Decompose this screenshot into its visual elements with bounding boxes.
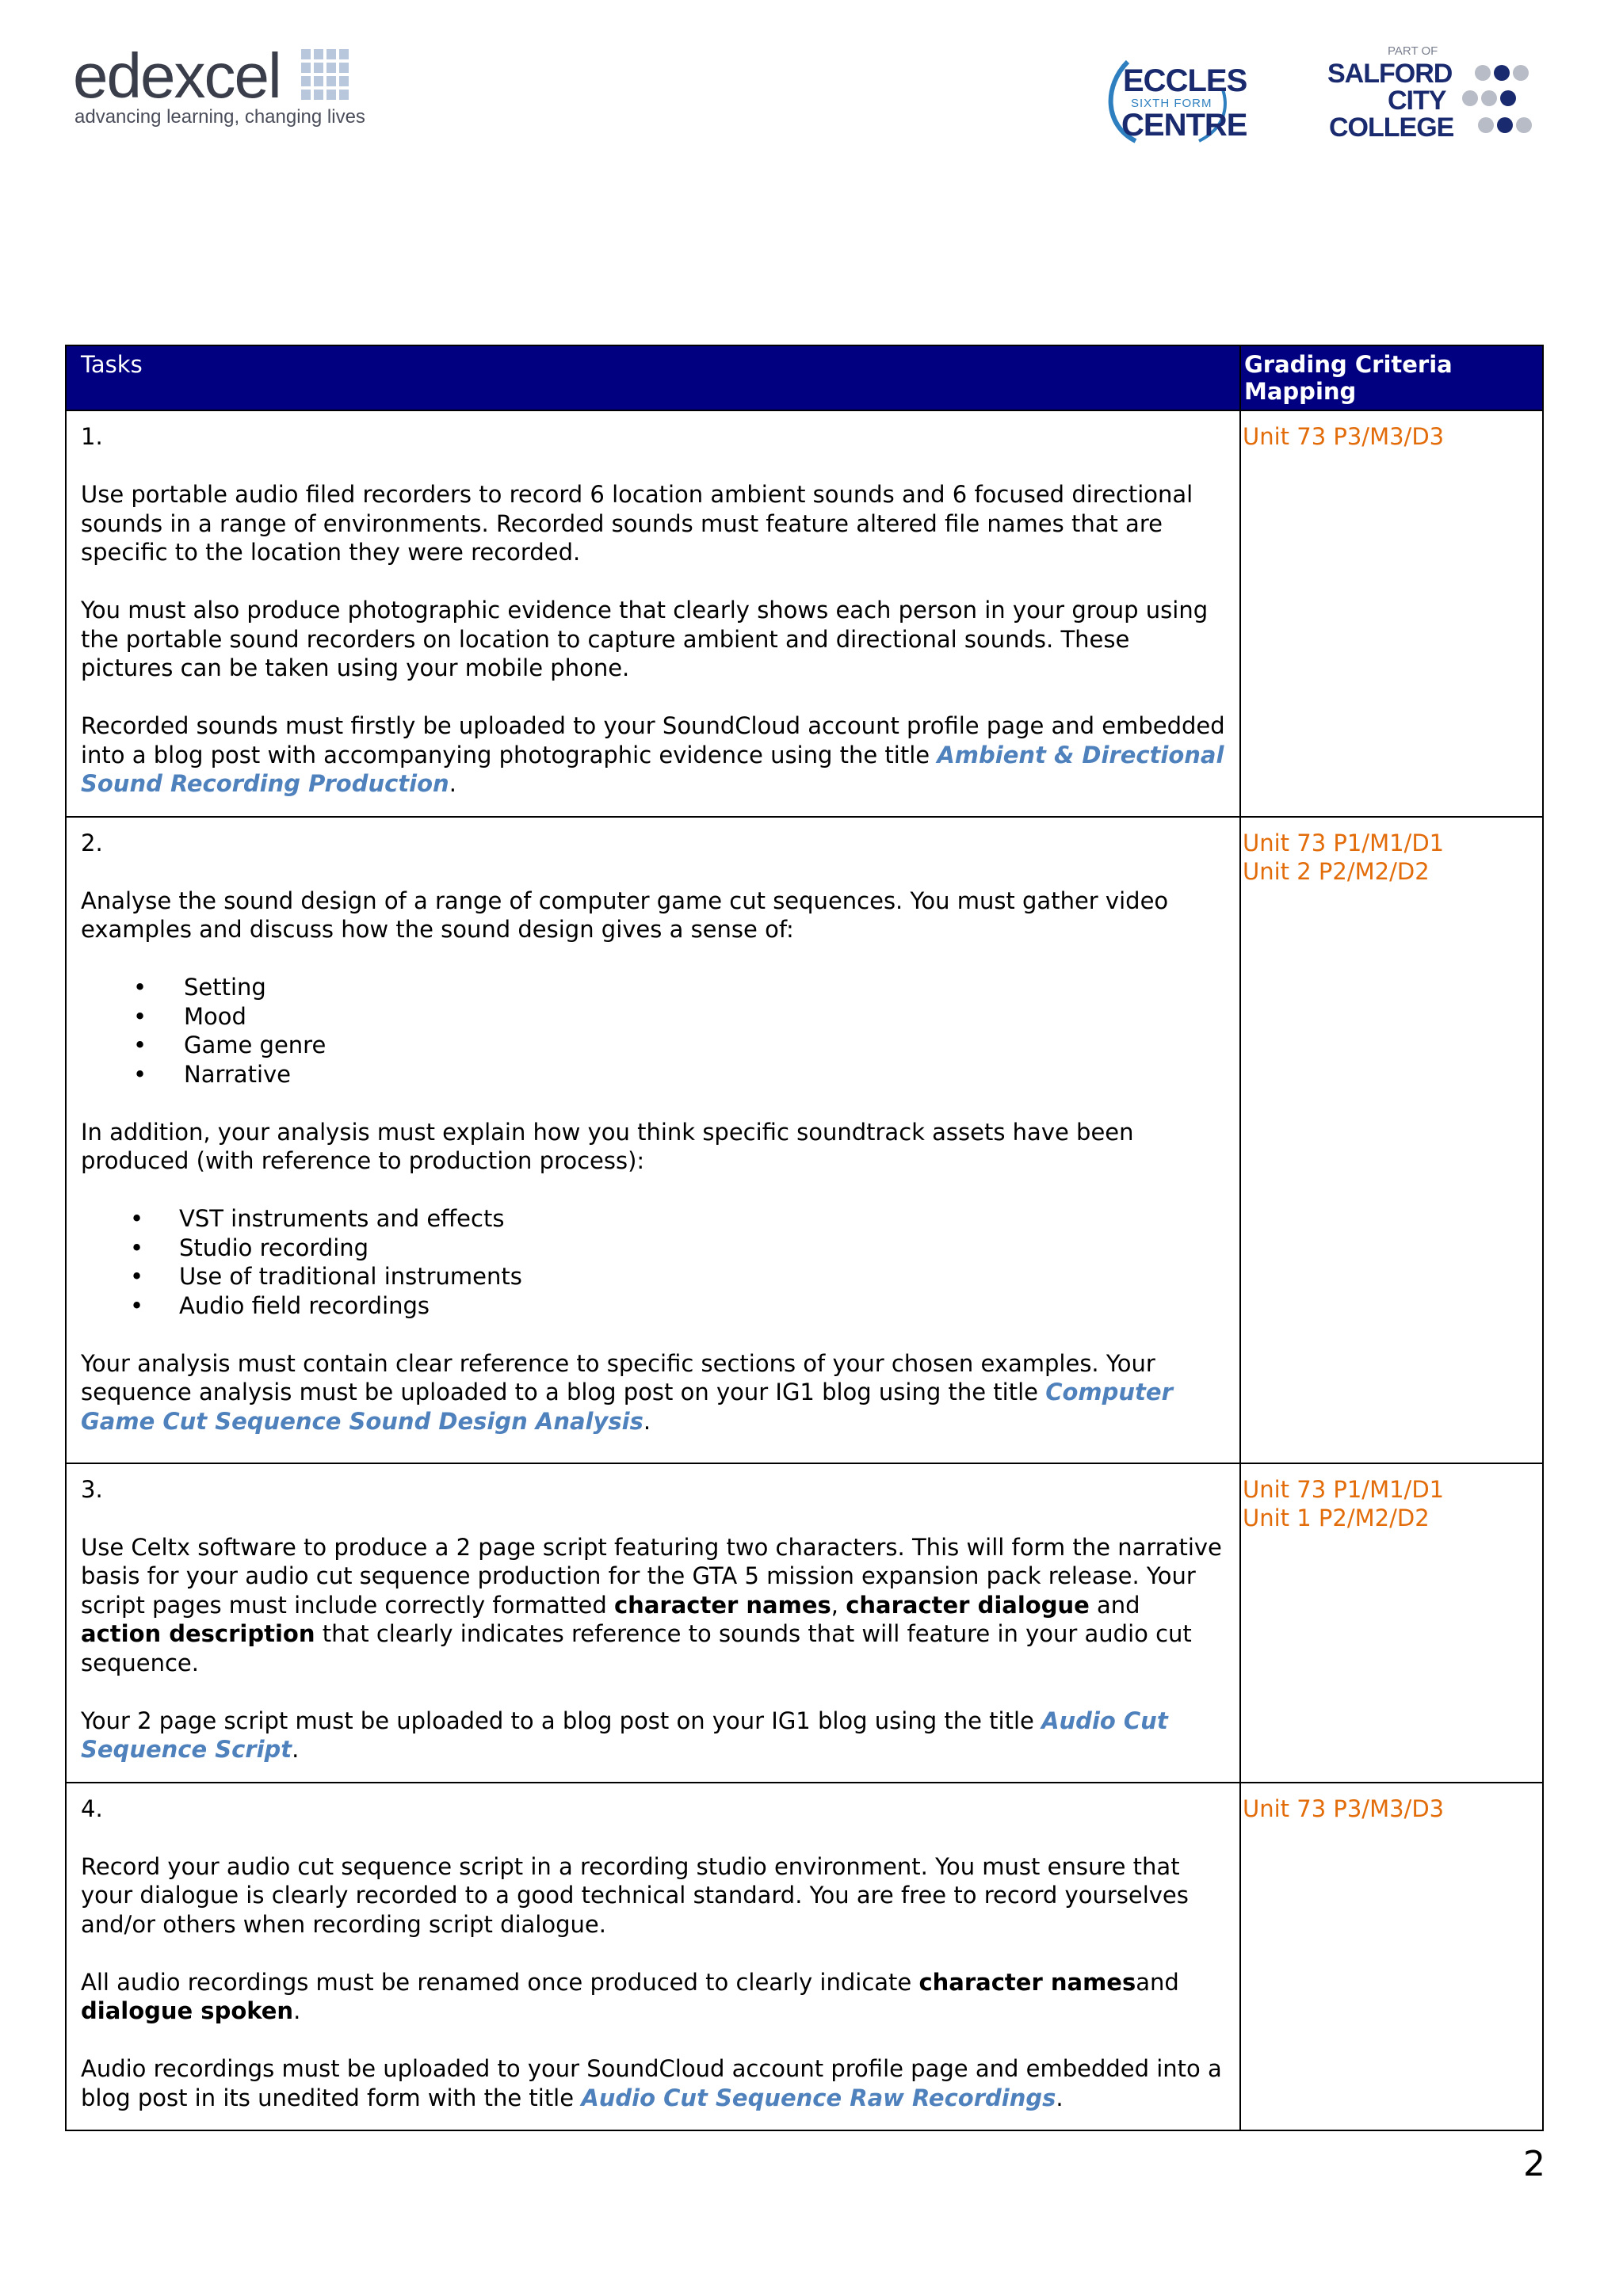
task-paragraph: In addition, your analysis must explain how you think specific soundtrack assets have been produced (with reference to production process): <box>81 1118 1134 1174</box>
text-run: and <box>1136 1968 1179 1996</box>
text-run: . <box>449 770 456 797</box>
tasks-table <box>65 345 1544 2131</box>
table-header-row <box>66 345 1543 410</box>
text-run: Audio recordings must be uploaded to your SoundCloud account profile page and embedded into a blog post in its unedited form with the title <box>81 2055 1222 2111</box>
task-paragraph: Analyse the sound design of a range of computer game cut sequences. You must gather video examples and discuss how the sound design gives a sense of: <box>81 887 1169 943</box>
task-number: 2. <box>81 829 103 856</box>
edexcel-wordmark: edexcel <box>73 40 281 111</box>
blog-post-title: Audio Cut Sequence Script <box>81 1707 1168 1763</box>
blog-post-title: Computer Game Cut Sequence Sound Design Analysis <box>81 1379 1173 1435</box>
task-paragraph <box>81 1533 1225 1678</box>
task-4-criteria <box>1240 1783 1543 2131</box>
task-number: 3. <box>81 1475 103 1503</box>
list-item: • Mood <box>81 1002 1225 1032</box>
task-3-criteria <box>1240 1463 1543 1783</box>
bold-term: character dialogue <box>846 1591 1090 1619</box>
task-row-3 <box>66 1463 1543 1783</box>
task-paragraph: You must also produce photographic evidence that clearly shows each person in your group using the portable sound recorders on location to capture ambient and directional sounds. These pictures can be taken using your mobile phone. <box>81 597 1209 681</box>
task-paragraph: Use portable audio filed recorders to record 6 location ambient sounds and 6 focused directional sounds in a range of environments. Recorded sounds must feature altered file names that are specific to the location they were recorded. <box>81 481 1193 566</box>
eccles-name: ECCLES <box>1123 63 1247 98</box>
task-3-content <box>66 1463 1240 1783</box>
task-row-1 <box>66 410 1543 817</box>
task-4-content <box>66 1783 1240 2131</box>
task-paragraph <box>81 711 1225 799</box>
task-paragraph <box>81 1968 1225 2026</box>
criteria-header: Grading Criteria Mapping <box>1240 345 1543 410</box>
salford-college-logo <box>1319 41 1533 144</box>
criteria-item: Unit 73 P1/M1/D1 <box>1243 829 1445 856</box>
task-row-4 <box>66 1783 1543 2131</box>
eccles-subtitle: SIXTH FORM <box>1131 97 1212 110</box>
text-run: . <box>643 1407 651 1435</box>
bold-term: character names <box>613 1591 831 1619</box>
salford-line1: SALFORD <box>1327 59 1453 89</box>
text-run: Use Celtx software to produce a 2 page script featuring two characters. This will form the narrative basis for your audio cut sequence production for the GTA 5 mission expansion pack release. Your script pages must include correctly formatted <box>81 1533 1222 1619</box>
list-item: • Narrative <box>81 1060 1225 1089</box>
task-number: 1. <box>81 423 103 450</box>
blog-post-title: Audio Cut Sequence Raw Recordings <box>581 2084 1056 2111</box>
task-number: 4. <box>81 1794 103 1822</box>
task-paragraph <box>81 1707 1225 1764</box>
task-paragraph: Record your audio cut sequence script in a recording studio environment. You must ensure that your dialogue is clearly recorded to a good technical standard. You are free to record yourselves and/or others when recording script dialogue. <box>81 1852 1189 1938</box>
text-run: Your 2 page script must be uploaded to a blog post on your IG1 blog using the title <box>81 1707 1042 1734</box>
text-run: All audio recordings must be renamed once produced to clearly indicate <box>81 1968 919 1996</box>
edexcel-grid-icon <box>301 49 350 101</box>
tasks-header: Tasks <box>66 345 1240 410</box>
text-run: Recorded sounds must firstly be uploaded to your SoundCloud account profile page and embedded into a blog post with accompanying photographic evidence using the title <box>81 712 1225 769</box>
eccles-centre: CENTRE <box>1121 108 1247 143</box>
blog-post-title: Ambient & Directional Sound Recording Production <box>81 741 1224 797</box>
criteria-item: Unit 73 P3/M3/D3 <box>1243 423 1445 450</box>
criteria-item: Unit 73 P3/M3/D3 <box>1243 1794 1445 1822</box>
text-run: that clearly indicates reference to sounds that will feature in your audio cut sequence. <box>81 1620 1192 1676</box>
text-run: . <box>1056 2084 1064 2111</box>
list-item: • VST instruments and effects <box>81 1204 1225 1234</box>
criteria-item: Unit 73 P1/M1/D1 <box>1243 1475 1445 1503</box>
task-1-content <box>66 410 1240 817</box>
bold-term: dialogue spoken <box>81 1997 294 2024</box>
bullet-list <box>81 1204 1225 1320</box>
list-item: • Game genre <box>81 1031 1225 1060</box>
criteria-item: Unit 2 P2/M2/D2 <box>1243 858 1430 885</box>
text-run: and <box>1089 1591 1140 1619</box>
bullet-list <box>81 973 1225 1089</box>
salford-line2: CITY <box>1388 86 1446 116</box>
task-2-content <box>66 817 1240 1463</box>
task-1-criteria <box>1240 410 1543 817</box>
bold-term: action description <box>81 1620 315 1647</box>
task-row-2 <box>66 817 1543 1463</box>
salford-part-of: PART OF <box>1388 44 1438 58</box>
list-item: • Audio field recordings <box>81 1291 1225 1321</box>
page-number: 2 <box>1523 2144 1545 2184</box>
task-paragraph <box>81 1349 1225 1436</box>
criteria-item: Unit 1 P2/M2/D2 <box>1243 1505 1430 1531</box>
eccles-logo <box>1104 54 1247 149</box>
text-run: , <box>831 1591 846 1619</box>
list-item: • Setting <box>81 973 1225 1002</box>
text-run: . <box>292 1736 300 1763</box>
edexcel-tagline: advancing learning, changing lives <box>74 106 365 128</box>
task-2-criteria <box>1240 817 1543 1463</box>
text-run: . <box>293 1997 301 2024</box>
bold-term: character names <box>918 1968 1136 1996</box>
text-run: Your analysis must contain clear reference to specific sections of your chosen examples. Your sequence analysis must be uploaded to a blog post on your IG1 blog using the title <box>81 1349 1155 1405</box>
edexcel-logo <box>73 40 374 132</box>
task-paragraph <box>81 2054 1225 2112</box>
list-item: • Use of traditional instruments <box>81 1262 1225 1291</box>
salford-line3: COLLEGE <box>1329 113 1454 143</box>
list-item: • Studio recording <box>81 1234 1225 1263</box>
